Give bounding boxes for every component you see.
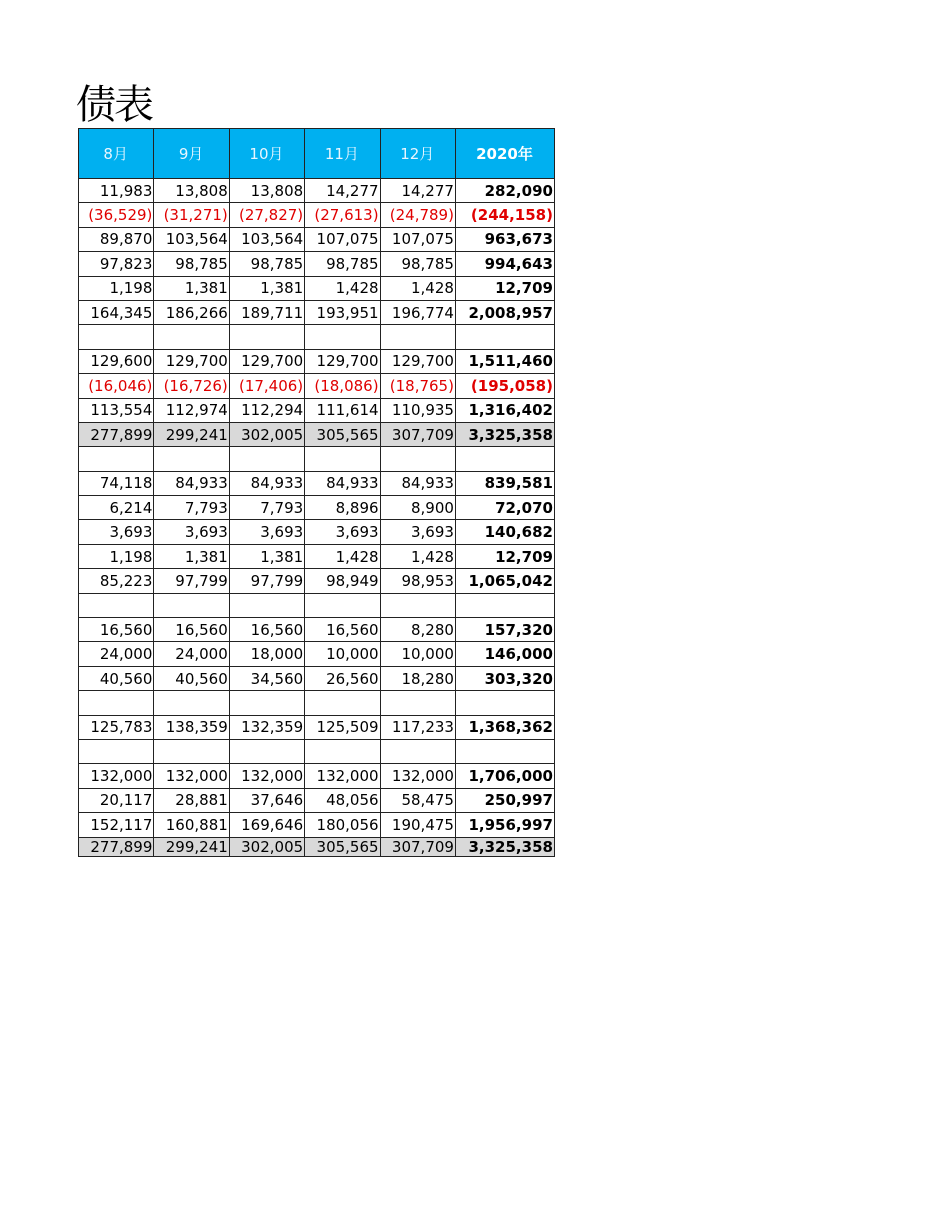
month-cell[interactable]: 110,935 bbox=[380, 398, 455, 422]
month-cell[interactable]: 84,933 bbox=[154, 471, 229, 495]
header-year-total[interactable]: 2020年 bbox=[455, 129, 554, 179]
month-cell[interactable]: 305,565 bbox=[305, 837, 380, 856]
blank-row bbox=[79, 593, 555, 617]
year-total-cell[interactable]: 1,065,042 bbox=[455, 569, 554, 593]
month-cell[interactable]: 302,005 bbox=[229, 837, 304, 856]
month-cell[interactable] bbox=[229, 447, 304, 471]
year-total-cell[interactable]: (195,058) bbox=[455, 374, 554, 398]
month-cell[interactable]: 1,428 bbox=[380, 544, 455, 568]
month-cell[interactable]: 28,881 bbox=[154, 788, 229, 812]
month-cell[interactable]: (18,765) bbox=[380, 374, 455, 398]
month-cell[interactable] bbox=[305, 447, 380, 471]
month-cell[interactable]: 84,933 bbox=[380, 471, 455, 495]
month-cell[interactable] bbox=[154, 447, 229, 471]
month-cell[interactable]: (27,827) bbox=[229, 203, 304, 227]
month-cell[interactable]: 48,056 bbox=[305, 788, 380, 812]
month-cell[interactable]: 3,693 bbox=[79, 520, 154, 544]
header-month[interactable]: 8月 bbox=[79, 129, 154, 179]
table-row bbox=[79, 618, 555, 642]
month-cell[interactable]: 186,266 bbox=[154, 300, 229, 324]
total-row bbox=[79, 837, 555, 856]
month-cell[interactable]: 103,564 bbox=[229, 227, 304, 251]
month-cell[interactable] bbox=[229, 739, 304, 763]
month-cell[interactable]: 1,381 bbox=[154, 544, 229, 568]
month-cell[interactable] bbox=[154, 739, 229, 763]
month-cell[interactable]: 305,565 bbox=[305, 422, 380, 446]
month-cell[interactable]: 103,564 bbox=[154, 227, 229, 251]
month-cell[interactable]: 13,808 bbox=[229, 179, 304, 203]
year-total-cell[interactable]: 1,511,460 bbox=[455, 349, 554, 373]
table-row bbox=[79, 569, 555, 593]
header-row bbox=[79, 129, 555, 179]
month-cell[interactable]: 189,711 bbox=[229, 300, 304, 324]
month-cell[interactable]: 37,646 bbox=[229, 788, 304, 812]
month-cell[interactable] bbox=[305, 739, 380, 763]
blank-row bbox=[79, 325, 555, 349]
month-cell[interactable] bbox=[380, 325, 455, 349]
month-cell[interactable]: 13,808 bbox=[154, 179, 229, 203]
month-cell[interactable] bbox=[305, 325, 380, 349]
table-row bbox=[79, 813, 555, 837]
month-cell[interactable]: 129,700 bbox=[229, 349, 304, 373]
month-cell[interactable]: (27,613) bbox=[305, 203, 380, 227]
year-total-cell[interactable]: 157,320 bbox=[455, 618, 554, 642]
month-cell[interactable]: 20,117 bbox=[79, 788, 154, 812]
month-cell[interactable] bbox=[380, 739, 455, 763]
year-total-cell[interactable] bbox=[455, 691, 554, 715]
month-cell[interactable]: 190,475 bbox=[380, 813, 455, 837]
month-cell[interactable]: 24,000 bbox=[154, 642, 229, 666]
month-cell[interactable]: 129,700 bbox=[380, 349, 455, 373]
month-cell[interactable]: 169,646 bbox=[229, 813, 304, 837]
month-cell[interactable]: (31,271) bbox=[154, 203, 229, 227]
month-cell[interactable]: 1,198 bbox=[79, 276, 154, 300]
month-cell[interactable]: 112,294 bbox=[229, 398, 304, 422]
month-cell[interactable]: 3,693 bbox=[305, 520, 380, 544]
month-cell[interactable]: 129,600 bbox=[79, 349, 154, 373]
month-cell[interactable]: 14,277 bbox=[305, 179, 380, 203]
month-cell[interactable]: 98,953 bbox=[380, 569, 455, 593]
month-cell[interactable]: 14,277 bbox=[380, 179, 455, 203]
month-cell[interactable] bbox=[154, 593, 229, 617]
month-cell[interactable]: 16,560 bbox=[154, 618, 229, 642]
month-cell[interactable]: 1,428 bbox=[305, 544, 380, 568]
month-cell[interactable]: 8,280 bbox=[380, 618, 455, 642]
month-cell[interactable]: 180,056 bbox=[305, 813, 380, 837]
month-cell[interactable]: 97,799 bbox=[229, 569, 304, 593]
month-cell[interactable]: 132,000 bbox=[229, 764, 304, 788]
month-cell[interactable]: 299,241 bbox=[154, 837, 229, 856]
year-total-cell[interactable] bbox=[455, 593, 554, 617]
month-cell[interactable] bbox=[79, 739, 154, 763]
month-cell[interactable]: (36,529) bbox=[79, 203, 154, 227]
month-cell[interactable]: 40,560 bbox=[154, 666, 229, 690]
table-row bbox=[79, 276, 555, 300]
month-cell[interactable]: 10,000 bbox=[380, 642, 455, 666]
table-row bbox=[79, 471, 555, 495]
month-cell[interactable] bbox=[229, 325, 304, 349]
table-row bbox=[79, 227, 555, 251]
month-cell[interactable]: 193,951 bbox=[305, 300, 380, 324]
month-cell[interactable]: 3,693 bbox=[380, 520, 455, 544]
month-cell[interactable]: (16,726) bbox=[154, 374, 229, 398]
month-cell[interactable]: 107,075 bbox=[380, 227, 455, 251]
month-cell[interactable]: 1,381 bbox=[154, 276, 229, 300]
month-cell[interactable] bbox=[229, 691, 304, 715]
month-cell[interactable]: (24,789) bbox=[380, 203, 455, 227]
month-cell[interactable]: 125,509 bbox=[305, 715, 380, 739]
month-cell[interactable]: 26,560 bbox=[305, 666, 380, 690]
month-cell[interactable]: 1,381 bbox=[229, 544, 304, 568]
month-cell[interactable] bbox=[79, 593, 154, 617]
month-cell[interactable]: 107,075 bbox=[305, 227, 380, 251]
month-cell[interactable] bbox=[305, 593, 380, 617]
year-total-cell[interactable]: 72,070 bbox=[455, 496, 554, 520]
year-total-cell[interactable]: 12,709 bbox=[455, 544, 554, 568]
year-total-cell[interactable]: 994,643 bbox=[455, 252, 554, 276]
month-cell[interactable]: 117,233 bbox=[380, 715, 455, 739]
blank-row bbox=[79, 739, 555, 763]
month-cell[interactable] bbox=[79, 447, 154, 471]
year-total-cell[interactable]: 1,956,997 bbox=[455, 813, 554, 837]
month-cell[interactable]: 152,117 bbox=[79, 813, 154, 837]
month-cell[interactable]: 98,785 bbox=[380, 252, 455, 276]
month-cell[interactable] bbox=[380, 447, 455, 471]
month-cell[interactable]: 132,000 bbox=[380, 764, 455, 788]
table-row bbox=[79, 300, 555, 324]
table-row bbox=[79, 203, 555, 227]
header-month[interactable]: 11月 bbox=[305, 129, 380, 179]
month-cell[interactable]: 302,005 bbox=[229, 422, 304, 446]
year-total-cell[interactable] bbox=[455, 325, 554, 349]
year-total-cell[interactable]: 12,709 bbox=[455, 276, 554, 300]
blank-row bbox=[79, 447, 555, 471]
year-total-cell[interactable]: 303,320 bbox=[455, 666, 554, 690]
month-cell[interactable]: 97,823 bbox=[79, 252, 154, 276]
month-cell[interactable]: 132,359 bbox=[229, 715, 304, 739]
table-row bbox=[79, 349, 555, 373]
month-cell[interactable]: 98,949 bbox=[305, 569, 380, 593]
month-cell[interactable]: 7,793 bbox=[229, 496, 304, 520]
month-cell[interactable]: 18,280 bbox=[380, 666, 455, 690]
month-cell[interactable] bbox=[154, 691, 229, 715]
year-total-cell[interactable]: 250,997 bbox=[455, 788, 554, 812]
blank-row bbox=[79, 691, 555, 715]
month-cell[interactable] bbox=[79, 691, 154, 715]
month-cell[interactable]: 85,223 bbox=[79, 569, 154, 593]
month-cell[interactable]: 196,774 bbox=[380, 300, 455, 324]
month-cell[interactable]: 98,785 bbox=[305, 252, 380, 276]
month-cell[interactable]: 10,000 bbox=[305, 642, 380, 666]
month-cell[interactable]: 7,793 bbox=[154, 496, 229, 520]
month-cell[interactable]: 34,560 bbox=[229, 666, 304, 690]
month-cell[interactable]: 89,870 bbox=[79, 227, 154, 251]
table-row bbox=[79, 544, 555, 568]
year-total-cell[interactable]: (244,158) bbox=[455, 203, 554, 227]
month-cell[interactable] bbox=[79, 325, 154, 349]
table-row bbox=[79, 520, 555, 544]
month-cell[interactable]: 277,899 bbox=[79, 422, 154, 446]
month-cell[interactable]: 6,214 bbox=[79, 496, 154, 520]
table-row bbox=[79, 788, 555, 812]
month-cell[interactable]: 40,560 bbox=[79, 666, 154, 690]
month-cell[interactable]: 84,933 bbox=[305, 471, 380, 495]
month-cell[interactable]: 129,700 bbox=[154, 349, 229, 373]
month-cell[interactable]: 138,359 bbox=[154, 715, 229, 739]
header-month[interactable]: 12月 bbox=[380, 129, 455, 179]
month-cell[interactable]: 16,560 bbox=[79, 618, 154, 642]
month-cell[interactable]: 3,693 bbox=[154, 520, 229, 544]
month-cell[interactable]: (17,406) bbox=[229, 374, 304, 398]
balance-sheet-table bbox=[78, 128, 555, 857]
month-cell[interactable]: 8,900 bbox=[380, 496, 455, 520]
month-cell[interactable]: 277,899 bbox=[79, 837, 154, 856]
month-cell[interactable]: 112,974 bbox=[154, 398, 229, 422]
table-row bbox=[79, 179, 555, 203]
year-total-cell[interactable]: 1,316,402 bbox=[455, 398, 554, 422]
month-cell[interactable]: 160,881 bbox=[154, 813, 229, 837]
year-total-cell[interactable]: 1,368,362 bbox=[455, 715, 554, 739]
month-cell[interactable]: 1,428 bbox=[305, 276, 380, 300]
month-cell[interactable]: 307,709 bbox=[380, 837, 455, 856]
total-row bbox=[79, 422, 555, 446]
month-cell[interactable]: 97,799 bbox=[154, 569, 229, 593]
year-total-cell[interactable]: 282,090 bbox=[455, 179, 554, 203]
header-month[interactable]: 10月 bbox=[229, 129, 304, 179]
month-cell[interactable]: 3,693 bbox=[229, 520, 304, 544]
month-cell[interactable]: 132,000 bbox=[305, 764, 380, 788]
month-cell[interactable]: 164,345 bbox=[79, 300, 154, 324]
year-total-cell[interactable]: 140,682 bbox=[455, 520, 554, 544]
header-month[interactable]: 9月 bbox=[154, 129, 229, 179]
table-row bbox=[79, 252, 555, 276]
month-cell[interactable]: 111,614 bbox=[305, 398, 380, 422]
month-cell[interactable]: 132,000 bbox=[154, 764, 229, 788]
month-cell[interactable] bbox=[154, 325, 229, 349]
month-cell[interactable]: 1,381 bbox=[229, 276, 304, 300]
month-cell[interactable]: 132,000 bbox=[79, 764, 154, 788]
table-row bbox=[79, 374, 555, 398]
year-total-cell[interactable]: 3,325,358 bbox=[455, 837, 554, 856]
month-cell[interactable]: 8,896 bbox=[305, 496, 380, 520]
year-total-cell[interactable]: 1,706,000 bbox=[455, 764, 554, 788]
month-cell[interactable]: 98,785 bbox=[154, 252, 229, 276]
month-cell[interactable]: (16,046) bbox=[79, 374, 154, 398]
year-total-cell[interactable]: 2,008,957 bbox=[455, 300, 554, 324]
year-total-cell[interactable]: 146,000 bbox=[455, 642, 554, 666]
month-cell[interactable]: 16,560 bbox=[305, 618, 380, 642]
month-cell[interactable]: 16,560 bbox=[229, 618, 304, 642]
month-cell[interactable] bbox=[229, 593, 304, 617]
year-total-cell[interactable] bbox=[455, 447, 554, 471]
month-cell[interactable]: (18,086) bbox=[305, 374, 380, 398]
month-cell[interactable]: 1,428 bbox=[380, 276, 455, 300]
month-cell[interactable]: 74,118 bbox=[79, 471, 154, 495]
month-cell[interactable]: 307,709 bbox=[380, 422, 455, 446]
month-cell[interactable] bbox=[305, 691, 380, 715]
month-cell[interactable]: 11,983 bbox=[79, 179, 154, 203]
table-row bbox=[79, 398, 555, 422]
month-cell[interactable]: 299,241 bbox=[154, 422, 229, 446]
year-total-cell[interactable]: 963,673 bbox=[455, 227, 554, 251]
month-cell[interactable]: 1,198 bbox=[79, 544, 154, 568]
sheet-title: 债表 bbox=[76, 82, 152, 128]
month-cell[interactable]: 125,783 bbox=[79, 715, 154, 739]
month-cell[interactable] bbox=[380, 593, 455, 617]
month-cell[interactable]: 58,475 bbox=[380, 788, 455, 812]
table-row bbox=[79, 496, 555, 520]
month-cell[interactable] bbox=[380, 691, 455, 715]
month-cell[interactable]: 84,933 bbox=[229, 471, 304, 495]
month-cell[interactable]: 129,700 bbox=[305, 349, 380, 373]
year-total-cell[interactable] bbox=[455, 739, 554, 763]
year-total-cell[interactable]: 3,325,358 bbox=[455, 422, 554, 446]
year-total-cell[interactable]: 839,581 bbox=[455, 471, 554, 495]
month-cell[interactable]: 113,554 bbox=[79, 398, 154, 422]
table-row bbox=[79, 715, 555, 739]
month-cell[interactable]: 18,000 bbox=[229, 642, 304, 666]
table-row bbox=[79, 642, 555, 666]
month-cell[interactable]: 24,000 bbox=[79, 642, 154, 666]
month-cell[interactable]: 98,785 bbox=[229, 252, 304, 276]
table-row bbox=[79, 666, 555, 690]
table-row bbox=[79, 764, 555, 788]
